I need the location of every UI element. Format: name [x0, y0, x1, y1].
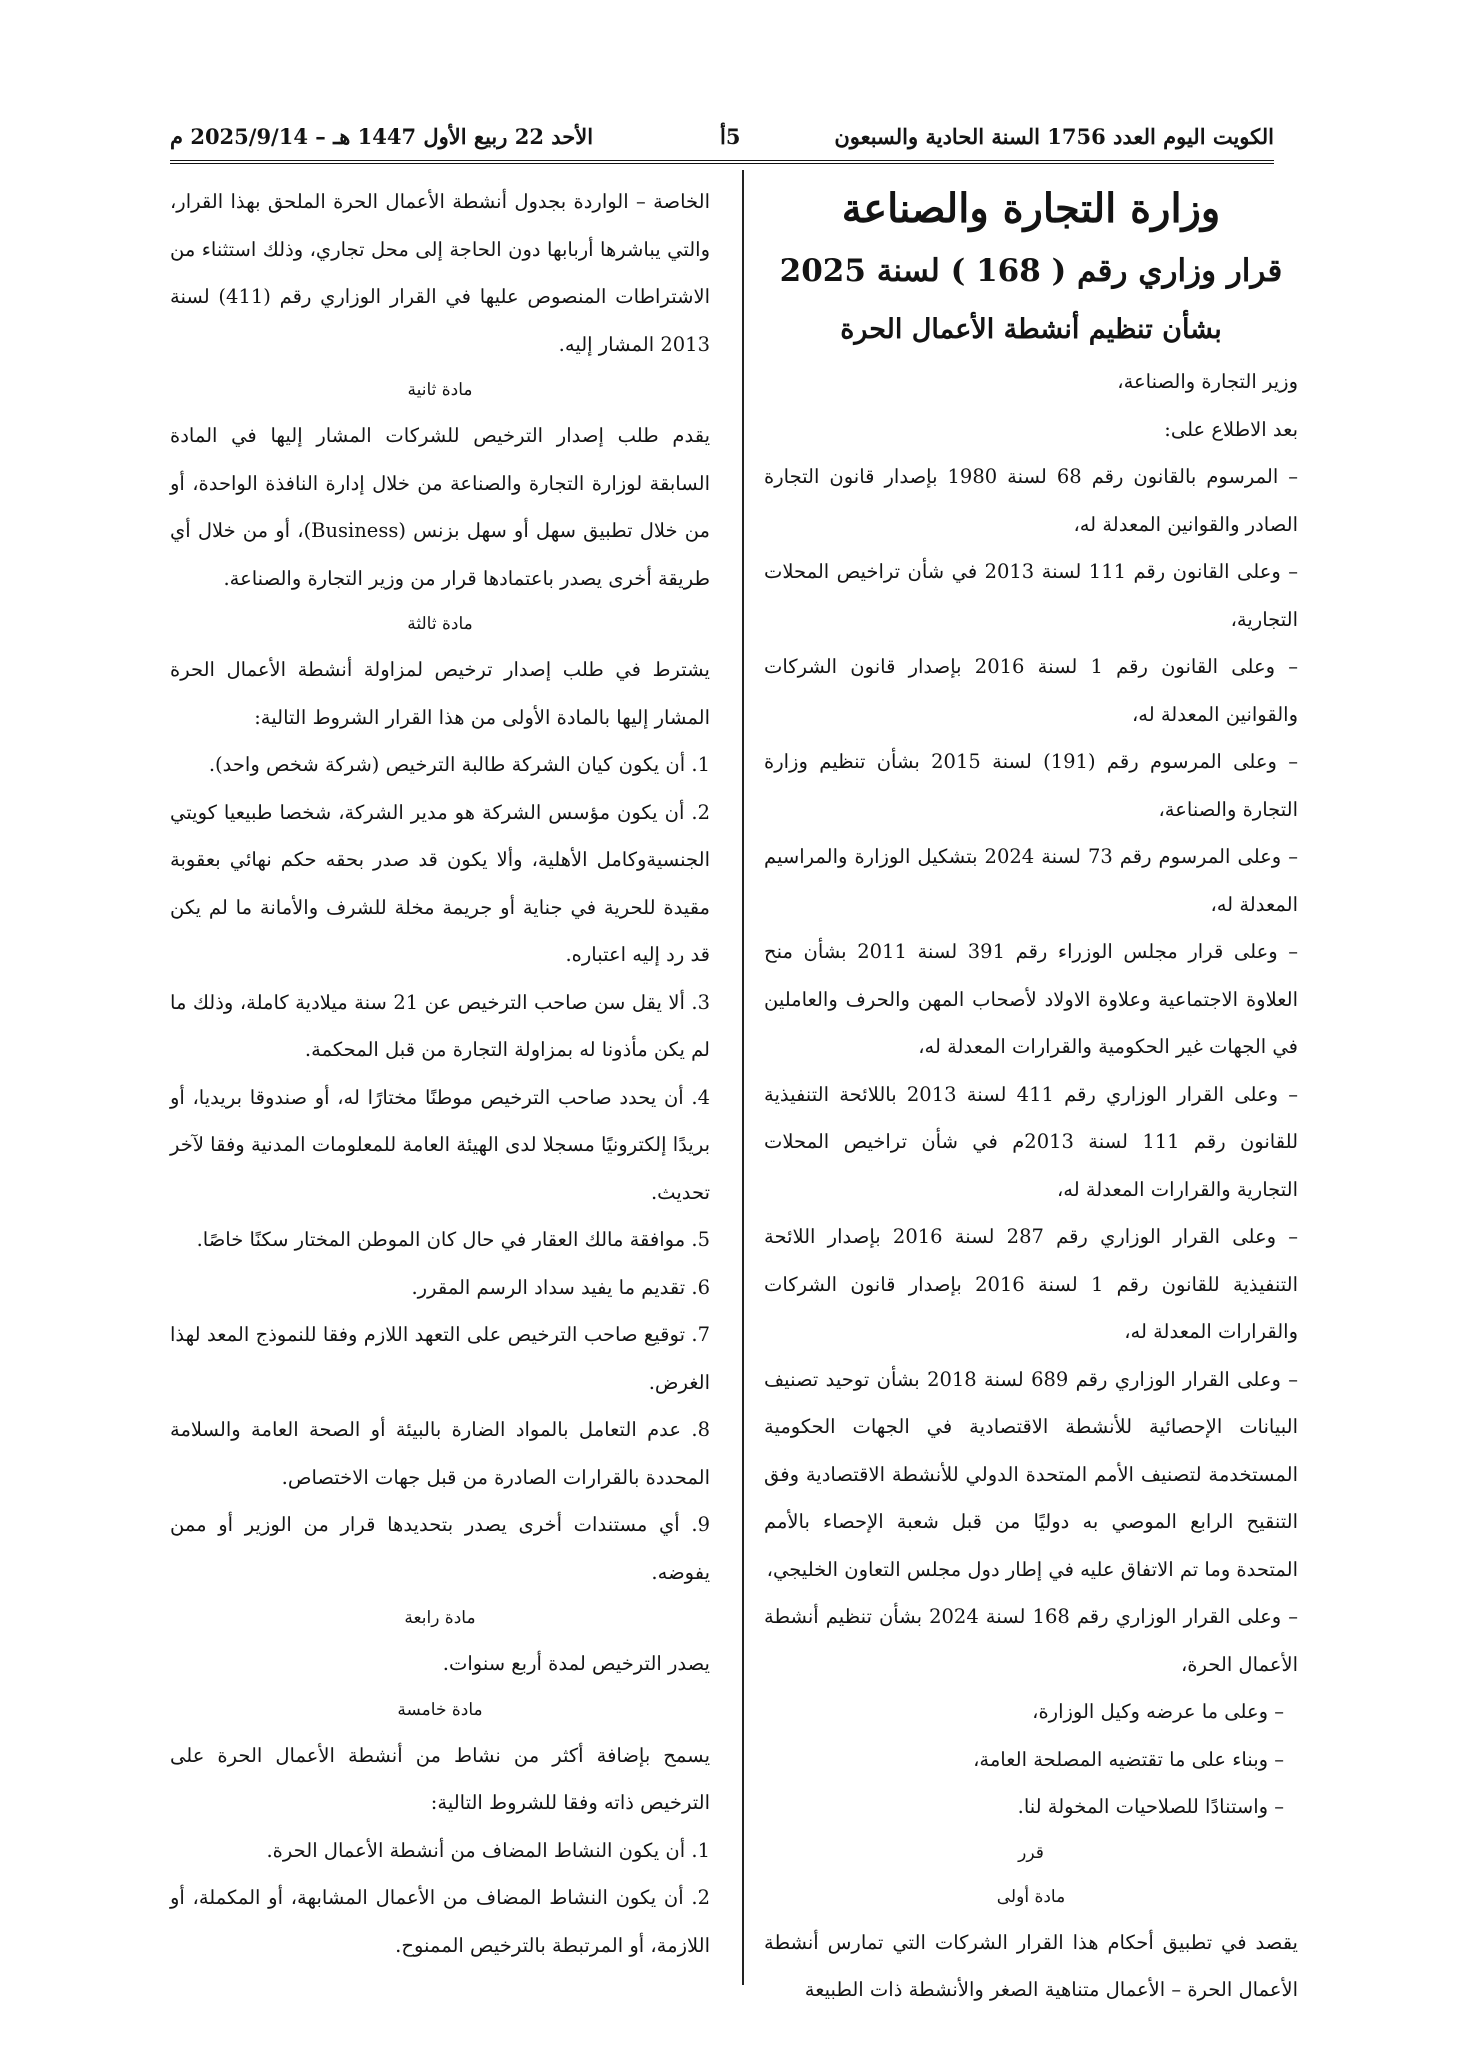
article-4-text: يصدر الترخيص لمدة أربع سنوات.: [442, 1652, 710, 1675]
article-1-text: يقصد في تطبيق أحكام هذا القرار الشركات التي تمارس أنشطة الأعمال الحرة – الأعمال متناهية الصغر والأنشطة ذات الطبيعة: [764, 1930, 1298, 2001]
reference-item: – وعلى المرسوم رقم 73 لسنة 2024 بتشكيل الوزارة والمراسيم المعدلة له،: [764, 845, 1298, 916]
article-3-condition: 8. عدم التعامل بالمواد الضارة بالبيئة أو الصحة العامة والسلامة المحددة بالقرارات الصادرة من قبل جهات الاختصاص.: [170, 1418, 710, 1489]
header-page-number: 5أ: [720, 124, 741, 149]
reference-item: – وعلى القرار الوزاري رقم 411 لسنة 2013 باللائحة التنفيذية للقانون رقم 111 لسنة 2013م في شأن تراخيص المحلات التجارية والقرارات المعدلة له،: [764, 1082, 1299, 1201]
article-3-title: مادة ثالثة: [407, 614, 473, 634]
article-3-condition: 7. توقيع صاحب الترخيص على التعهد اللازم وفقا للنموذج المعد لهذا الغرض.: [170, 1323, 710, 1394]
decision-subject: بشأن تنظيم أنشطة الأعمال الحرة: [840, 314, 1222, 345]
header-issue: الكويت اليوم العدد 1756 السنة الحادية والسبعون: [834, 124, 1274, 149]
article-3-condition: 6. تقديم ما يفيد سداد الرسم المقرر.: [411, 1275, 710, 1299]
reference-item: – المرسوم بالقانون رقم 68 لسنة 1980 بإصدار قانون التجارة الصادر والقوانين المعدلة له،: [764, 465, 1298, 536]
header-rule: [170, 160, 1274, 164]
article-3-condition: 1. أن يكون كيان الشركة طالبة الترخيص (شركة شخص واحد).: [208, 753, 710, 776]
article-4-title: مادة رابعة: [404, 1608, 476, 1628]
left-column: [170, 178, 710, 1969]
article-5-text: يسمح بإضافة أكثر من نشاط من أنشطة الأعمال الحرة على الترخيص ذاته وفقا للشروط التالية:: [170, 1743, 710, 1814]
article-5-condition: 1. أن يكون النشاط المضاف من أنشطة الأعمال الحرة.: [266, 1838, 710, 1862]
right-column: [764, 178, 1298, 2014]
reference-item: – وعلى القرار الوزاري رقم 168 لسنة 2024 بشأن تنظيم أنشطة الأعمال الحرة،: [764, 1605, 1299, 1676]
article-3-text: يشترط في طلب إصدار ترخيص لمزاولة أنشطة الأعمال الحرة المشار إليها بالمادة الأولى من هذا القرار الشروط التالية:: [170, 658, 710, 729]
reference-item: – وعلى القرار الوزاري رقم 287 لسنة 2016 بإصدار اللائحة التنفيذية للقانون رقم 1 لسنة 2016 بإصدار قانون الشركات والقرارات المعدلة له،: [764, 1225, 1299, 1343]
reference-item: – وعلى القانون رقم 111 لسنة 2013 في شأن تراخيص المحلات التجارية،: [764, 560, 1298, 631]
reference-item: – وبناء على ما تقتضيه المصلحة العامة،: [973, 1747, 1284, 1771]
article-3-condition: 3. ألا يقل سن صاحب الترخيص عن 21 سنة ميلادية كاملة، وذلك ما لم يكن مأذونا له بمزاولة التجارة من قبل المحكمة.: [170, 990, 711, 1061]
reference-item: – واستنادًا للصلاحيات المخولة لنا.: [1017, 1795, 1284, 1818]
article-3-condition: 5. موافقة مالك العقار في حال كان الموطن المختار سكنًا خاصًا.: [196, 1228, 710, 1251]
article-3-condition: 2. أن يكون مؤسس الشركة هو مدير الشركة، شخصا طبيعيا كويتي الجنسيةوكامل الأهلية، وألا يكون قد صدر بحقه حكم نهائي بعقوبة مقيدة للحرية في جناية أو جريمة مخلة للشرف والأمانة ما لم يكن قد رد إليه اعتباره.: [170, 800, 710, 966]
header-date: الأحد 22 ربيع الأول 1447 هـ – 2025/9/14 م: [170, 124, 594, 149]
article-2-title: مادة ثانية: [407, 380, 473, 400]
minister-line: وزير التجارة والصناعة،: [1117, 370, 1298, 393]
reference-item: – وعلى المرسوم رقم (191) لسنة 2015 بشأن تنظيم وزارة التجارة والصناعة،: [764, 750, 1299, 821]
article-1-continuation: الخاصة – الواردة بجدول أنشطة الأعمال الحرة الملحق بهذا القرار، والتي يباشرها أربابها دون الحاجة إلى محل تجاري، وذلك استثناء من الاشتراطات المنصوص عليها في القرار الوزاري رقم (411) لسنة 2013 المشار إليه.: [170, 190, 710, 356]
reference-item: – وعلى القانون رقم 1 لسنة 2016 بإصدار قانون الشركات والقوانين المعدلة له،: [764, 655, 1298, 726]
article-1-title: مادة أولى: [996, 1886, 1066, 1907]
article-2-text: يقدم طلب إصدار الترخيص للشركات المشار إليها في المادة السابقة لوزارة التجارة والصناعة من خلال إدارة النافذة الواحدة، أو من خلال تطبيق سهل أو سهل بزنس (Business)، أو من خلال أي طريقة أخرى يصدر باعتمادها قرار من وزير التجارة والصناعة.: [170, 424, 710, 590]
column-divider: [742, 170, 744, 1985]
article-3-condition: 4. أن يحدد صاحب الترخيص موطنًا مختارًا له، أو صندوقا بريديا، أو بريدًا إلكترونيًا مسجلا لدى الهيئة العامة للمعلومات المدنية وفقا لآخر تحديث.: [170, 1085, 710, 1204]
reference-item: – وعلى القرار الوزاري رقم 689 لسنة 2018 بشأن توحيد تصنيف البيانات الإحصائية للأنشطة الاقتصادية في الجهات الحكومية المستخدمة لتصنيف الأمم المتحدة الدولي للأنشطة الاقتصادية وفق التنقيح الرابع الموصي به دوليًا من قبل شعبة الإحصاء بالأمم المتحدة وما تم الاتفاق عليه في إطار دول مجلس التعاون الخليجي،: [764, 1367, 1298, 1581]
page-header: [170, 118, 1274, 158]
article-3-condition: 9. أي مستندات أخرى يصدر بتحديدها قرار من الوزير أو ممن يفوضه.: [170, 1513, 710, 1584]
decided-heading: قرر: [1018, 1842, 1044, 1863]
decision-number: قرار وزاري رقم ( 168 ) لسنة 2025: [779, 253, 1283, 289]
reference-item: – وعلى قرار مجلس الوزراء رقم 391 لسنة 2011 بشأن منح العلاوة الاجتماعية وعلاوة الاولاد لأصحاب المهن والحرف والعاملين في الجهات غير الحكومية والقرارات المعدلة له،: [764, 940, 1298, 1058]
ministry-title: وزارة التجارة والصناعة: [841, 185, 1221, 232]
after-review-line: بعد الاطلاع على:: [1164, 417, 1298, 441]
article-5-condition: 2. أن يكون النشاط المضاف من الأعمال المشابهة، أو المكملة، أو اللازمة، أو المرتبطة بالترخيص الممنوح.: [170, 1886, 710, 1957]
reference-item: – وعلى ما عرضه وكيل الوزارة،: [1032, 1700, 1284, 1723]
article-5-title: مادة خامسة: [397, 1699, 483, 1720]
